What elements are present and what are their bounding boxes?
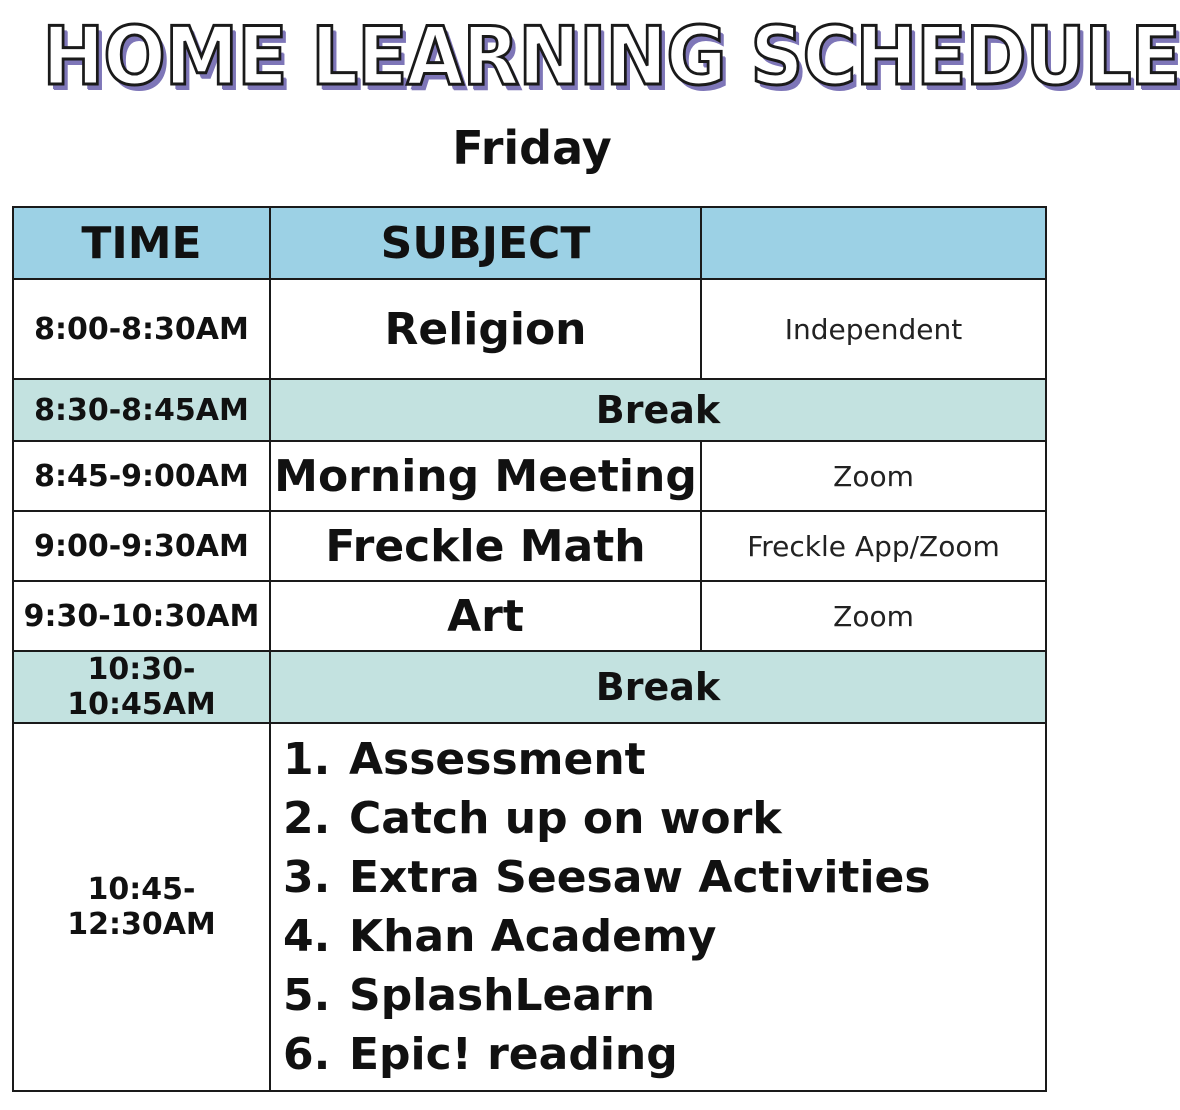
time-cell: 9:00-9:30AM — [13, 511, 270, 581]
time-cell: 10:45-12:30AM — [13, 723, 270, 1091]
table-row — [13, 581, 1046, 651]
activity-list — [271, 724, 1045, 1090]
subject-cell: Art — [270, 581, 701, 651]
header-row — [13, 207, 1046, 279]
list-text: Assessment — [349, 734, 646, 785]
table-row — [13, 279, 1046, 379]
list-number: 2. — [283, 793, 331, 844]
time-cell: 10:30-10:45AM — [13, 651, 270, 723]
subject-cell: Break — [270, 651, 1046, 723]
header-time: TIME — [13, 207, 270, 279]
list-item — [271, 907, 1045, 966]
table-row — [13, 723, 1046, 1091]
subject-cell: Freckle Math — [270, 511, 701, 581]
mode-cell: Independent — [701, 279, 1046, 379]
list-item — [271, 966, 1045, 1025]
activity-list-cell — [270, 723, 1046, 1091]
time-cell: 8:45-9:00AM — [13, 441, 270, 511]
mode-cell: Zoom — [701, 441, 1046, 511]
list-number: 5. — [283, 970, 331, 1021]
list-item — [271, 789, 1045, 848]
mode-cell: Freckle App/Zoom — [701, 511, 1046, 581]
table-row — [13, 511, 1046, 581]
list-text: Epic! reading — [349, 1029, 678, 1080]
break-row — [13, 651, 1046, 723]
list-text: Extra Seesaw Activities — [349, 852, 931, 903]
list-item — [271, 848, 1045, 907]
subject-cell: Morning Meeting — [270, 441, 701, 511]
list-number: 3. — [283, 852, 331, 903]
list-number: 1. — [283, 734, 331, 785]
subject-cell: Break — [270, 379, 1046, 441]
time-cell: 8:00-8:30AM — [13, 279, 270, 379]
break-row — [13, 379, 1046, 441]
time-cell: 8:30-8:45AM — [13, 379, 270, 441]
mode-cell: Zoom — [701, 581, 1046, 651]
list-number: 6. — [283, 1029, 331, 1080]
subject-cell: Religion — [270, 279, 701, 379]
list-text: SplashLearn — [349, 970, 656, 1021]
list-item — [271, 1025, 1045, 1084]
header-subject: SUBJECT — [270, 207, 701, 279]
time-cell: 9:30-10:30AM — [13, 581, 270, 651]
page-title: HOME LEARNING SCHEDULE — [42, 10, 1180, 103]
list-text: Khan Academy — [349, 911, 717, 962]
header-mode — [701, 207, 1046, 279]
list-text: Catch up on work — [349, 793, 782, 844]
table-row — [13, 441, 1046, 511]
list-number: 4. — [283, 911, 331, 962]
day-label: Friday — [452, 121, 612, 175]
list-item — [271, 730, 1045, 789]
schedule-table — [12, 206, 1047, 1092]
